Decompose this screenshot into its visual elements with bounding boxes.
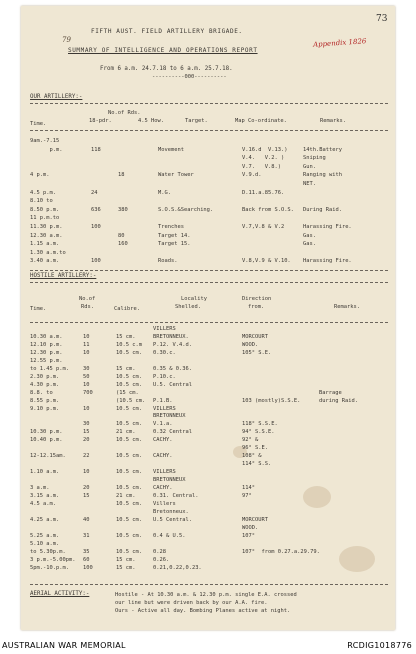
table-cell: WOOD. — [242, 341, 259, 348]
table-cell: 22 — [83, 453, 90, 460]
table-cell: 21 cm. — [116, 492, 136, 499]
table-cell: 15 — [83, 492, 90, 499]
table-cell: V.9.d. — [242, 172, 262, 179]
page-number: 73 — [376, 14, 388, 24]
table-cell: 10.40 p.m. — [30, 437, 63, 444]
table-cell: 10 — [83, 349, 90, 356]
table-cell: 10.30 p.m. — [30, 429, 63, 436]
table-cell: 107° from 0.27.a.29.79. — [242, 548, 320, 555]
table-cell: Gas. — [303, 241, 316, 248]
table-cell: P.10.c. — [153, 373, 176, 380]
table-cell: 97° — [242, 492, 252, 499]
column-header: Time. — [30, 306, 47, 312]
table-cell: 9am.-7.15 — [30, 138, 60, 144]
table-cell: 160 — [118, 241, 128, 248]
table-cell: Water Tower — [158, 172, 194, 179]
table-cell: 4 p.m. — [30, 172, 50, 179]
table-cell: 30 — [83, 365, 90, 372]
table-cell: Villers — [153, 500, 176, 507]
table-cell: 20 — [83, 437, 90, 444]
column-header: Calibre. — [114, 306, 140, 312]
table-cell: V.7. V.8.) — [242, 163, 281, 170]
table-cell: 31 — [83, 532, 90, 539]
table-cell: VILLERS — [153, 469, 176, 476]
table-cell: CACHY. — [153, 485, 173, 491]
column-header: 4.5 How. — [138, 118, 164, 124]
table-cell: M.G. — [158, 189, 171, 196]
report-subtitle: SUMMARY OF INTELLIGENCE AND OPERATIONS REPORT — [68, 47, 258, 54]
table-cell: 114° S.S. — [242, 461, 272, 468]
table-cell: 18 — [118, 172, 125, 179]
table-cell: 0.4 & U.5. — [153, 532, 186, 539]
table-cell: V.4. V.2. ) — [242, 155, 285, 162]
table-cell: 12.10 p.m. — [30, 341, 63, 348]
table-cell: 96° S.E. — [242, 445, 268, 452]
table-cell: U.5. Central — [153, 381, 192, 388]
table-cell: 12.55 p.m. — [30, 357, 63, 364]
table-cell: V.8,V.9 & V.10. — [242, 258, 291, 265]
table-cell: 14th.Battery — [303, 146, 342, 153]
section-rule — [30, 103, 388, 104]
table-cell: CACHY. — [153, 437, 173, 444]
table-cell: Bretonneux. — [153, 508, 189, 515]
report-title: FIFTH AUST. FIELD ARTILLERY BRIGADE. — [91, 28, 243, 35]
table-cell: 10.5 cm. — [116, 500, 142, 507]
table-cell: 10.5 cm. — [116, 516, 142, 523]
table-cell: 10.5 cm. — [116, 469, 142, 476]
header-rule — [30, 322, 388, 323]
table-cell: Roads. — [158, 258, 178, 265]
table-cell: 0.21,0.22,0.23. — [153, 564, 202, 571]
table-cell: 3 a.m. — [30, 485, 50, 491]
table-cell: 4.5 a.m. — [30, 500, 56, 507]
table-cell: 1.10 a.m. — [30, 469, 60, 476]
table-cell: 10 — [83, 333, 90, 340]
table-cell: MORCOURT — [242, 333, 268, 340]
footer-bar — [0, 634, 416, 654]
table-cell: 11.30 p.m. — [30, 224, 63, 230]
table-cell: p.m. — [30, 146, 63, 153]
table-cell: Harassing Fire. — [303, 258, 352, 265]
table-cell: 15 cm. — [116, 365, 136, 372]
table-cell: 5pm.-10.p.m. — [30, 564, 69, 571]
table-cell: 10.5 cm. — [116, 437, 142, 444]
table-cell: 10.5 cm. — [116, 373, 142, 380]
table-cell: P.1.B. — [153, 397, 173, 404]
table-cell: 10.5 cm. — [116, 485, 142, 491]
table-cell: Gun. — [303, 163, 316, 170]
table-cell: 0.26. — [153, 556, 170, 563]
table-cell: 15 cm. — [116, 556, 136, 563]
table-cell: 380 — [118, 206, 128, 213]
table-cell: 1.30 a.m.to — [30, 249, 66, 256]
table-cell: 10.5 cm. — [116, 405, 142, 412]
table-cell: 40 — [83, 516, 90, 523]
hostile-artillery-heading: HOSTILE ARTILLERY:- — [30, 273, 97, 279]
table-cell: 0.31. Central. — [153, 492, 199, 499]
table-cell: 8.50 p.m. — [30, 206, 60, 213]
column-header: Remarks. — [320, 118, 346, 124]
table-cell: VILLERS — [153, 326, 176, 332]
table-cell: 10.5 cm. — [116, 421, 142, 428]
footer-institution: AUSTRALIAN WAR MEMORIAL — [2, 641, 126, 650]
table-cell: 2.30 p.m. — [30, 373, 60, 380]
table-cell: V.1.a. — [153, 421, 173, 428]
table-cell: U.5 Central. — [153, 516, 192, 523]
table-cell: 8.8. to — [30, 389, 53, 396]
table-cell: 10 — [83, 405, 90, 412]
table-cell: 80 — [118, 232, 125, 239]
column-header: Direction — [242, 296, 272, 302]
table-cell: 4.25 a.m. — [30, 516, 60, 523]
table-cell: 10.5 cm. — [116, 453, 142, 460]
table-cell: 5.10 a.m. — [30, 540, 60, 547]
table-cell: 10 — [83, 381, 90, 388]
table-cell: CACHY. — [153, 453, 173, 460]
table-cell: Sniping — [303, 155, 326, 162]
table-cell: 3.40 a.m. — [30, 258, 60, 265]
section-rule — [30, 282, 388, 283]
table-cell: 107° — [242, 532, 255, 539]
table-cell: S.O.S.&Searching. — [158, 206, 214, 213]
table-cell: 10.5 cm. — [116, 548, 142, 555]
paper-stain — [339, 546, 375, 572]
table-cell: 12.30 p.m. — [30, 349, 63, 356]
appendix-annotation: Appendix 1826 — [312, 37, 367, 49]
table-cell: 15 cm. — [116, 564, 136, 571]
table-cell: 118° S.S.E. — [242, 421, 278, 428]
table-cell: Trenches — [158, 224, 184, 230]
column-header: 18-pdr. — [89, 118, 112, 124]
header-rule — [30, 130, 388, 131]
table-cell: Movement — [158, 146, 184, 153]
table-cell: 24 — [91, 189, 98, 196]
table-cell: 11 p.m.to — [30, 215, 60, 222]
table-cell: Gas. — [303, 232, 316, 239]
table-cell: 35 — [83, 548, 90, 555]
column-header: from. — [248, 304, 265, 310]
column-header: Remarks. — [334, 304, 360, 310]
table-cell: BRETONNEUX — [153, 413, 186, 420]
table-cell: Harassing Fire. — [303, 224, 352, 230]
table-cell: 114° — [242, 485, 255, 491]
table-cell: 15 — [83, 429, 90, 436]
column-header: No.of — [79, 296, 96, 302]
section-rule — [30, 584, 388, 585]
table-cell: 10.5 cm. — [116, 532, 142, 539]
report-period: From 6 a.m. 24.7.18 to 6 a.m. 25.7.18. — [100, 66, 233, 72]
table-cell: 8.55 p.m. — [30, 397, 60, 404]
table-cell: WOOD. — [242, 524, 259, 531]
table-cell: to 1.45 p.m. — [30, 365, 69, 372]
table-cell: 10.5 c.m — [116, 341, 142, 348]
table-cell: V.7,V.8 & V.2 — [242, 224, 285, 230]
table-cell: Ranging with — [303, 172, 342, 179]
table-cell: during Raid. — [319, 397, 358, 404]
section-rule — [30, 270, 388, 271]
table-cell: 10.5 cm. — [116, 381, 142, 388]
table-cell: MORCOURT — [242, 516, 268, 523]
table-cell: 0.30.c. — [153, 349, 176, 356]
table-cell: 30 — [83, 421, 90, 428]
table-cell: 12.30 a.m. — [30, 232, 63, 239]
aerial-activity-heading: AERIAL ACTIVITY:- — [30, 591, 90, 597]
table-cell: 4.30 p.m. — [30, 381, 60, 388]
table-cell: 3 p.m.-5.00pm. — [30, 556, 76, 563]
table-cell: 700 — [83, 389, 93, 396]
table-cell: 0.35 & 0.36. — [153, 365, 192, 372]
table-cell: (15 cm. — [116, 389, 139, 396]
table-cell: 3.15 a.m. — [30, 492, 60, 499]
table-cell: 60 — [83, 556, 90, 563]
table-cell: 100 — [91, 224, 101, 230]
table-cell: 50 — [83, 373, 90, 380]
table-cell: 10.5 cm. — [116, 349, 142, 356]
footer-reference: RCDIG1018776 — [347, 641, 412, 650]
table-cell: 5.25 a.m. — [30, 532, 60, 539]
table-cell: 103 (mostly)S.S.E. — [242, 397, 301, 404]
table-cell: 0.32 Central — [153, 429, 192, 436]
table-cell: P.12. V.4.d. — [153, 341, 192, 348]
header-separator: ----------000---------- — [152, 74, 227, 80]
table-cell: 10.30 a.m. — [30, 333, 63, 340]
table-cell: Back from S.O.S. — [242, 206, 294, 213]
table-cell: 100 — [83, 564, 93, 571]
table-cell: 8.10 to — [30, 198, 53, 205]
table-cell: 636 — [91, 206, 101, 213]
column-header: No.of Rds. — [108, 110, 141, 116]
table-cell: D.11.a.85.76. — [242, 189, 285, 196]
table-cell: (10.5 cm. — [116, 397, 146, 404]
table-cell: 108° & — [242, 453, 262, 460]
column-header: Target. — [185, 118, 208, 124]
table-cell: 10 — [83, 469, 90, 476]
table-cell: Target 14. — [158, 232, 191, 239]
table-cell: 94° S.S.E. — [242, 429, 275, 436]
table-cell: NET. — [303, 181, 316, 187]
table-cell: 12-12.15am. — [30, 453, 66, 460]
column-header: Time. — [30, 121, 47, 127]
document-page — [21, 6, 395, 630]
table-cell: V.16.d V.13.) — [242, 146, 288, 153]
table-cell: 9.10 p.m. — [30, 405, 60, 412]
column-header: Rds. — [81, 304, 94, 310]
column-header: Locality — [181, 296, 207, 302]
table-cell: 0.28 — [153, 548, 166, 555]
table-cell: 21 cm. — [116, 429, 136, 436]
table-cell: 11 — [83, 341, 90, 348]
table-cell: VILLERS — [153, 405, 176, 412]
column-header: Shelled. — [175, 304, 201, 310]
table-cell: to 5.30p.m. — [30, 548, 66, 555]
table-cell: 105° S.E. — [242, 349, 272, 356]
paper-stain — [303, 486, 331, 508]
table-cell: 92° & — [242, 437, 259, 444]
table-cell: 20 — [83, 485, 90, 491]
table-cell: BRETONNEUX — [153, 477, 186, 484]
table-cell: Target 15. — [158, 241, 191, 248]
our-artillery-heading: OUR ARTILLERY:- — [30, 94, 83, 100]
table-cell: 15 cm. — [116, 333, 136, 340]
table-cell: 118 — [91, 146, 101, 153]
column-header: Map Co-ordinate. — [235, 118, 287, 124]
table-cell: 1.15 a.m. — [30, 241, 60, 248]
table-cell: 4.5 p.m. — [30, 189, 56, 196]
table-cell: Barrage — [319, 389, 342, 396]
aerial-line: Hostile - At 10.30 a.m. & 12.30 p.m. single E.A. crossed — [115, 592, 297, 598]
table-cell: 100 — [91, 258, 101, 265]
aerial-line: our line but were driven back by our A.A. fire. — [115, 600, 268, 606]
table-cell: During Raid. — [303, 206, 342, 213]
aerial-line: Ours - Active all day. Bombing Planes active at night. — [115, 608, 291, 614]
table-cell: BRETONNEUX. — [153, 333, 189, 340]
folio-mark: 79 — [62, 36, 71, 44]
